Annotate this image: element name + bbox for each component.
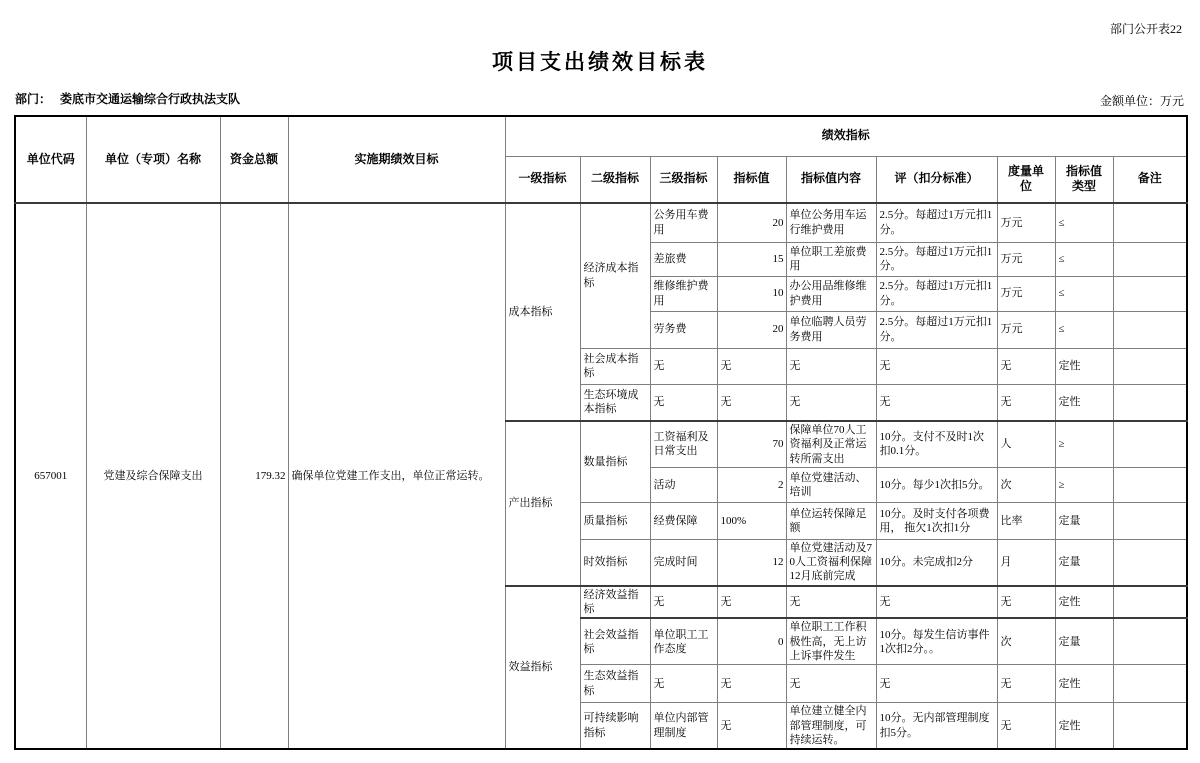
col-header-unit-name: 单位（专项）名称 [86,116,220,203]
cell-content: 单位职工差旅费用 [786,242,876,276]
cell-lvl3: 无 [650,665,717,703]
cell-content: 单位运转保障足额 [786,502,876,539]
cell-value: 无 [717,384,786,421]
performance-target-table [14,115,1188,750]
cell-type: ≤ [1055,276,1113,311]
cell-content: 无 [786,384,876,421]
cell-lvl3: 无 [650,586,717,619]
cell-content: 单位职工工作积极性高，无上访上诉事件发生 [786,618,876,664]
cell-scoring: 10分。无内部管理制度扣5分。 [876,703,997,749]
cell-total-fund: 179.32 [220,203,288,749]
cell-value: 10 [717,276,786,311]
cell-unit: 人 [997,421,1055,467]
cell-lvl3: 维修维护费用 [650,276,717,311]
cell-unit: 比率 [997,502,1055,539]
cell-unit: 次 [997,467,1055,502]
cell-type: 定性 [1055,665,1113,703]
cell-lvl1: 产出指标 [505,421,580,586]
col-header-content: 指标值内容 [786,156,876,203]
cell-value: 无 [717,665,786,703]
department-line [15,90,240,107]
cell-scoring: 无 [876,384,997,421]
cell-remark [1113,502,1187,539]
col-header-total-fund: 资金总额 [220,116,288,203]
cell-scoring: 10分。每少1次扣5分。 [876,467,997,502]
cell-type: 定量 [1055,618,1113,664]
cell-lvl2: 时效指标 [580,539,650,585]
cell-unit: 万元 [997,242,1055,276]
cell-type: 定性 [1055,348,1113,384]
cell-value: 20 [717,203,786,242]
cell-value: 2 [717,467,786,502]
cell-lvl2: 生态环境成本指标 [580,384,650,421]
cell-lvl3: 差旅费 [650,242,717,276]
cell-lvl3: 工资福利及日常支出 [650,421,717,467]
cell-remark [1113,618,1187,664]
cell-lvl2: 经济成本指标 [580,203,650,348]
cell-lvl3: 单位职工工作态度 [650,618,717,664]
cell-remark [1113,586,1187,619]
cell-lvl3: 完成时间 [650,539,717,585]
cell-content: 无 [786,586,876,619]
cell-scoring: 无 [876,665,997,703]
cell-value: 15 [717,242,786,276]
col-header-lvl2: 二级指标 [580,156,650,203]
meta-line [15,90,1184,108]
cell-lvl3: 单位内部管理制度 [650,703,717,749]
page-title: 项目支出绩效目标表 [492,51,708,74]
cell-value: 无 [717,703,786,749]
cell-lvl3: 活动 [650,467,717,502]
cell-scoring: 10分。每发生信访事件1次扣2分。。 [876,618,997,664]
cell-unit: 万元 [997,203,1055,242]
cell-lvl3: 劳务费 [650,311,717,348]
cell-unit: 万元 [997,311,1055,348]
cell-lvl2: 数量指标 [580,421,650,502]
cell-scoring: 2.5分。每超过1万元扣1分。 [876,203,997,242]
cell-type: ≤ [1055,311,1113,348]
cell-type: ≥ [1055,421,1113,467]
cell-type: 定性 [1055,586,1113,619]
col-header-lvl3: 三级指标 [650,156,717,203]
corner-form-number: 部门公开表22 [1109,22,1182,36]
cell-unit: 月 [997,539,1055,585]
col-header-perf-group: 绩效指标 [505,116,1187,156]
cell-scoring: 无 [876,348,997,384]
cell-lvl3: 无 [650,384,717,421]
cell-unit: 无 [997,384,1055,421]
cell-unit: 万元 [997,276,1055,311]
cell-lvl1: 成本指标 [505,203,580,421]
cell-value: 70 [717,421,786,467]
cell-unit: 无 [997,703,1055,749]
cell-lvl3: 公务用车费用 [650,203,717,242]
department-value: 娄底市交通运输综合行政执法支队 [60,92,241,106]
cell-remark [1113,384,1187,421]
col-header-unit-code: 单位代码 [15,116,86,203]
cell-lvl3: 无 [650,348,717,384]
cell-remark [1113,311,1187,348]
col-header-type: 指标值类型 [1055,156,1113,203]
cell-unit-code: 657001 [15,203,86,749]
col-header-scoring: 评（扣分标准） [876,156,997,203]
cell-remark [1113,242,1187,276]
cell-unit: 无 [997,348,1055,384]
cell-type: ≥ [1055,467,1113,502]
col-header-remark: 备注 [1113,156,1187,203]
cell-scoring: 10分。未完成扣2分 [876,539,997,585]
cell-unit: 次 [997,618,1055,664]
cell-remark [1113,348,1187,384]
cell-type: ≤ [1055,242,1113,276]
cell-type: 定量 [1055,502,1113,539]
cell-remark [1113,203,1187,242]
col-header-period-target: 实施期绩效目标 [288,116,505,203]
cell-period-target: 确保单位党建工作支出，单位正常运转。 [288,203,505,749]
cell-unit-name: 党建及综合保障支出 [86,203,220,749]
cell-lvl2: 生态效益指标 [580,665,650,703]
cell-scoring: 10分。及时支付各项费用， 拖欠1次扣1分 [876,502,997,539]
cell-lvl3: 经费保障 [650,502,717,539]
cell-lvl2: 社会成本指标 [580,348,650,384]
cell-content: 单位临聘人员劳务费用 [786,311,876,348]
cell-value: 无 [717,348,786,384]
cell-value: 无 [717,586,786,619]
cell-type: 定量 [1055,539,1113,585]
cell-content: 单位党建活动及70人工资福利保障12月底前完成 [786,539,876,585]
cell-value: 100% [717,502,786,539]
col-header-lvl1: 一级指标 [505,156,580,203]
cell-remark [1113,421,1187,467]
cell-value: 0 [717,618,786,664]
cell-content: 单位建立健全内部管理制度，可持续运转。 [786,703,876,749]
cell-unit: 无 [997,586,1055,619]
cell-type: ≤ [1055,203,1113,242]
cell-lvl2: 可持续影响指标 [580,703,650,749]
cell-content: 单位公务用车运行维护费用 [786,203,876,242]
cell-remark [1113,467,1187,502]
cell-scoring: 2.5分。每超过1万元扣1分。 [876,242,997,276]
cell-content: 无 [786,348,876,384]
cell-value: 12 [717,539,786,585]
cell-remark [1113,665,1187,703]
cell-type: 定性 [1055,384,1113,421]
department-label: 部门： [15,92,52,106]
col-header-value: 指标值 [717,156,786,203]
cell-lvl2: 社会效益指标 [580,618,650,664]
cell-lvl2: 经济效益指标 [580,586,650,619]
cell-lvl1: 效益指标 [505,586,580,749]
cell-content: 办公用品维修维护费用 [786,276,876,311]
header-row-group [15,116,1187,156]
col-header-unit: 度量单位 [997,156,1055,203]
cell-scoring: 2.5分。每超过1万元扣1分。 [876,276,997,311]
amount-unit-note: 金额单位：万元 [1099,94,1184,108]
cell-lvl2: 质量指标 [580,502,650,539]
cell-content: 单位党建活动、培训 [786,467,876,502]
cell-content: 无 [786,665,876,703]
cell-value: 20 [717,311,786,348]
cell-remark [1113,539,1187,585]
table-row [15,203,1187,242]
cell-scoring: 无 [876,586,997,619]
cell-type: 定性 [1055,703,1113,749]
cell-unit: 无 [997,665,1055,703]
cell-content: 保障单位70人工资福利及正常运转所需支出 [786,421,876,467]
cell-remark [1113,703,1187,749]
cell-scoring: 10分。支付不及时1次扣0.1分。 [876,421,997,467]
cell-scoring: 2.5分。每超过1万元扣1分。 [876,311,997,348]
cell-remark [1113,276,1187,311]
